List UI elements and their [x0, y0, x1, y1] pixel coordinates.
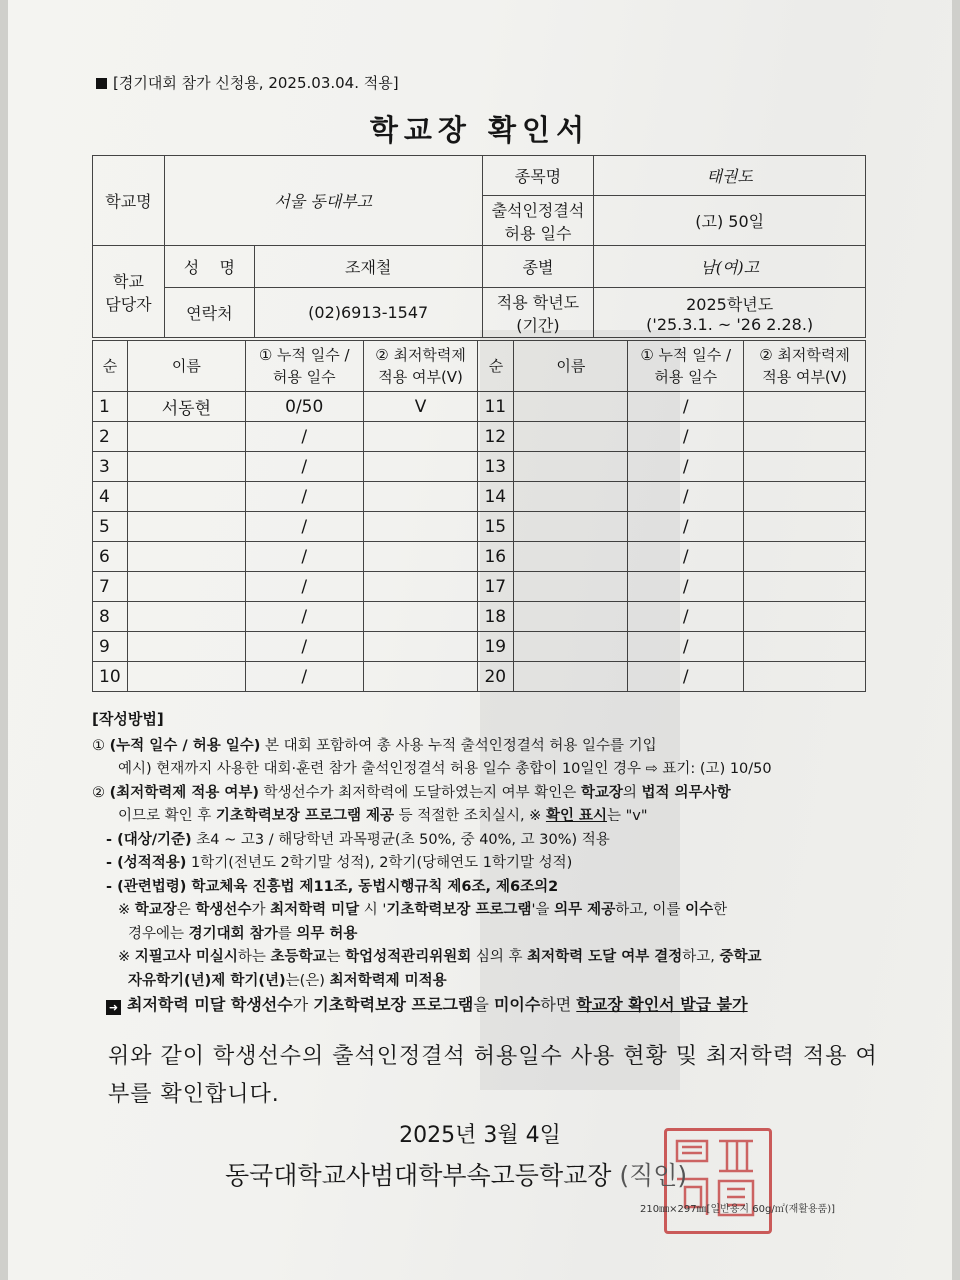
note-1-e: 가	[251, 902, 271, 918]
name-value: 조재철	[254, 246, 482, 288]
days-used-right: /	[628, 482, 744, 512]
notice	[92, 993, 882, 1017]
bullet-law-bold: - (관련법령)	[106, 878, 187, 895]
note-2-d: 초등학교	[270, 949, 327, 965]
days-used-left: /	[245, 602, 363, 632]
note-1	[92, 899, 882, 923]
instruction-1-example: 예시) 현재까지 사용한 대회·훈련 참가 출석인정결석 허용 일수 총합이 10일인 경우 ⇨ 표기: (고) 10/50	[118, 761, 772, 777]
min-check-left	[363, 512, 478, 542]
table-row	[93, 422, 866, 452]
instruction-1-text: 본 대회 포함하여 총 사용 누적 출석인정결석 허용 일수를 기입	[260, 737, 657, 754]
header-note	[96, 72, 399, 93]
notice-f: 하면	[540, 995, 577, 1014]
student-name-left	[127, 602, 245, 632]
student-name-left: 서동현	[127, 392, 245, 422]
min-check-right	[744, 512, 866, 542]
instruction-2b-text3: 는 "v"	[607, 808, 648, 824]
instruction-2-cont	[92, 805, 882, 829]
attendance-value: (고) 50일	[594, 196, 866, 246]
row-number-right: 13	[478, 452, 514, 482]
staff-label-line2: 담당자	[105, 294, 152, 314]
student-name-left	[127, 482, 245, 512]
row-number-left: 4	[93, 482, 128, 512]
instruction-2-bold2: 학교장	[580, 784, 623, 801]
category-value: 남(여)고	[594, 246, 866, 288]
min-check-left	[363, 422, 478, 452]
student-name-right	[514, 512, 628, 542]
notice-d: 을	[473, 995, 494, 1014]
header-min-right	[744, 341, 866, 392]
min-check-right	[744, 542, 866, 572]
min-check-right	[744, 662, 866, 692]
year-label	[482, 288, 594, 338]
table-body	[93, 392, 866, 692]
paper-spec: 210㎜×297㎜[일반용지 60g/㎡(재활용품)]	[640, 1204, 836, 1215]
min-check-left	[363, 572, 478, 602]
header-min-right-line2: 적용 여부(V)	[762, 368, 847, 386]
days-used-left: /	[245, 662, 363, 692]
year-value-line1: 2025학년도	[686, 294, 774, 314]
instruction-2b-text2: 등 적절한 조치실시, ※	[394, 808, 546, 824]
bullet-law-text: 학교체육 진흥법 제11조, 동법시행규칙 제6조, 제6조의2	[186, 878, 559, 895]
bullet-law	[92, 876, 882, 900]
header-min-left	[363, 341, 478, 392]
days-used-right: /	[628, 512, 744, 542]
table-row	[93, 482, 866, 512]
note-2-f: 학업성적관리위원회	[345, 949, 472, 965]
bullet-grades-text: 1학기(전년도 2학기말 성적), 2학기(당해연도 1학기말 성적)	[186, 855, 573, 871]
header-days-left-line1: ① 누적 일수 /	[258, 346, 350, 364]
days-used-left: /	[245, 482, 363, 512]
min-check-right	[744, 392, 866, 422]
days-used-left: /	[245, 572, 363, 602]
student-name-left	[127, 452, 245, 482]
staff-label	[93, 246, 165, 338]
days-used-right: /	[628, 572, 744, 602]
row-number-left: 1	[93, 392, 128, 422]
attendance-label-line1: 출석인정결석	[491, 200, 585, 220]
note-2-line2	[92, 970, 882, 994]
days-used-right: /	[628, 422, 744, 452]
header-min-left-line1: ② 최저학력제	[375, 346, 466, 364]
days-used-right: /	[628, 392, 744, 422]
table-row	[93, 662, 866, 692]
min-check-right	[744, 572, 866, 602]
days-used-left: /	[245, 512, 363, 542]
min-check-left: V	[363, 392, 478, 422]
table-row	[93, 392, 866, 422]
row-number-left: 2	[93, 422, 128, 452]
note-2-line2-a: 자유학기(년)제 학기(년)	[128, 972, 286, 989]
note-2-c: 하는	[237, 949, 271, 965]
note-2-e: 는	[326, 949, 346, 965]
notice-g: 학교장 확인서 발급 불가	[576, 995, 748, 1014]
instruction-2-bold: (최저학력제 적용 여부)	[109, 784, 260, 801]
note-2-mark: ※	[118, 949, 135, 965]
row-number-left: 8	[93, 602, 128, 632]
note-1-b: 학교장	[134, 902, 177, 918]
confirmation-statement: 위와 같이 학생선수의 출석인정결석 허용일수 사용 현황 및 최저학력 적용 여부를 확인합니다.	[108, 1044, 878, 1107]
instruction-2b-underline: 확인 표시	[545, 808, 608, 824]
days-used-right: /	[628, 662, 744, 692]
notice-c: 기초학력보장 프로그램	[313, 995, 474, 1014]
event-label: 종목명	[482, 156, 594, 196]
note-1-mark: ※	[118, 902, 135, 918]
min-check-left	[363, 602, 478, 632]
min-check-right	[744, 422, 866, 452]
year-label-line1: 적용 학년도	[496, 292, 580, 312]
note-1-h: 기초학력보장 프로그램	[386, 902, 532, 918]
student-name-right	[514, 632, 628, 662]
row-number-left: 5	[93, 512, 128, 542]
notice-a: 최저학력 미달 학생선수	[127, 995, 293, 1014]
bullet-target-text: 초4 ~ 고3 / 해당학년 과목평균(초 50%, 중 40%, 고 30%) 적용	[191, 831, 610, 848]
instruction-1-num: ①	[92, 737, 105, 754]
square-bullet-icon	[96, 78, 107, 89]
min-check-left	[363, 632, 478, 662]
header-no-right: 순	[478, 341, 514, 392]
header-days-left-line2: 허용 일수	[272, 368, 336, 386]
year-value-line2: ('25.3.1. ~ '26 2.28.)	[646, 314, 814, 334]
header-days-left	[245, 341, 363, 392]
note-2-line2-b: 는(은)	[285, 972, 330, 989]
staff-label-line1: 학교	[112, 271, 144, 291]
table-row	[93, 452, 866, 482]
min-check-right	[744, 452, 866, 482]
bullet-grades	[92, 852, 882, 876]
instruction-1-bold: (누적 일수 / 허용 일수)	[109, 737, 261, 754]
row-number-right: 16	[478, 542, 514, 572]
note-2-b: 지필고사 미실시	[134, 949, 238, 965]
row-number-left: 10	[93, 662, 128, 692]
table-row	[93, 542, 866, 572]
table-row	[93, 632, 866, 662]
instruction-2-text: 학생선수가 최저학력에 도달하였는지 여부 확인은	[259, 784, 581, 801]
days-used-left: /	[245, 422, 363, 452]
table-row	[93, 602, 866, 632]
row-number-left: 3	[93, 452, 128, 482]
bullet-target-bold: - (대상/기준)	[106, 831, 192, 848]
note-2-j: 중학교	[719, 949, 762, 965]
min-check-left	[363, 662, 478, 692]
arrow-box-icon: ➜	[106, 1000, 121, 1015]
note-2-line2-c: 최저학력제 미적용	[329, 972, 447, 989]
header-no-left: 순	[93, 341, 128, 392]
note-1-f: 최저학력 미달	[270, 902, 360, 918]
note-1-line2-a: 경우에는	[128, 925, 189, 942]
table-row	[93, 572, 866, 602]
days-used-left: /	[245, 452, 363, 482]
days-used-right: /	[628, 542, 744, 572]
days-used-left: 0/50	[245, 392, 363, 422]
min-check-left	[363, 542, 478, 572]
student-name-right	[514, 392, 628, 422]
days-used-right: /	[628, 632, 744, 662]
school-value: 서울 동대부고	[164, 156, 482, 246]
header-days-right	[628, 341, 744, 392]
instruction-2-bold3: 법적 의무사항	[641, 784, 731, 801]
note-2	[92, 946, 882, 970]
attendance-label	[482, 196, 594, 246]
note-1-line2-d: 의무 허용	[296, 925, 358, 942]
note-1-i: '을	[531, 902, 555, 918]
instruction-2	[92, 782, 882, 806]
row-number-right: 12	[478, 422, 514, 452]
student-name-right	[514, 542, 628, 572]
note-1-k: 하고, 이를	[615, 902, 686, 918]
student-name-right	[514, 452, 628, 482]
row-number-right: 15	[478, 512, 514, 542]
student-name-left	[127, 632, 245, 662]
name-label: 성 명	[164, 246, 254, 288]
row-number-right: 18	[478, 602, 514, 632]
student-name-left	[127, 662, 245, 692]
note-1-d: 학생선수	[195, 902, 252, 918]
issue-date: 2025년 3월 4일	[399, 1123, 561, 1148]
note-2-h: 최저학력 도달 여부 결정	[527, 949, 683, 965]
instruction-2b-text: 이므로 확인 후	[118, 808, 216, 824]
note-1-m: 한	[713, 902, 728, 918]
header-name-left: 이름	[127, 341, 245, 392]
header-min-left-line2: 적용 여부(V)	[378, 368, 463, 386]
note-2-g: 심의 후	[471, 949, 528, 965]
instruction-2-text2: 의	[622, 784, 642, 801]
note-1-j: 의무 제공	[554, 902, 616, 918]
instruction-2b-bold: 기초학력보장 프로그램 제공	[215, 808, 395, 824]
min-check-right	[744, 632, 866, 662]
note-1-l: 이수	[685, 902, 714, 918]
table-header-row	[93, 341, 866, 392]
principal-line	[225, 1156, 687, 1192]
days-used-right: /	[628, 602, 744, 632]
instruction-1	[92, 735, 882, 759]
header-days-right-line2: 허용 일수	[654, 368, 718, 386]
category-label: 종별	[482, 246, 594, 288]
student-name-right	[514, 572, 628, 602]
attendance-label-line2: 허용 일수	[504, 223, 572, 243]
min-check-left	[363, 452, 478, 482]
header-name-right: 이름	[514, 341, 628, 392]
contact-value: (02)6913-1547	[254, 288, 482, 338]
row-number-right: 19	[478, 632, 514, 662]
student-name-left	[127, 572, 245, 602]
min-check-right	[744, 482, 866, 512]
row-number-left: 7	[93, 572, 128, 602]
row-number-right: 20	[478, 662, 514, 692]
bullet-target	[92, 829, 882, 853]
seal-label: (직인)	[619, 1161, 688, 1190]
row-number-right: 11	[478, 392, 514, 422]
note-1-g: 시 '	[359, 902, 387, 918]
notice-b: 가	[292, 995, 314, 1014]
days-used-right: /	[628, 452, 744, 482]
student-name-right	[514, 482, 628, 512]
instructions	[92, 708, 882, 1017]
note-1-line2	[92, 923, 882, 947]
header-min-right-line1: ② 최저학력제	[759, 346, 850, 364]
bullet-grades-bold: - (성적적용)	[106, 855, 187, 871]
row-number-right: 14	[478, 482, 514, 512]
instruction-2-num: ②	[92, 784, 105, 801]
year-value	[594, 288, 866, 338]
student-name-left	[127, 512, 245, 542]
min-check-right	[744, 602, 866, 632]
header-days-right-line1: ① 누적 일수 /	[640, 346, 732, 364]
note-2-i: 하고,	[682, 949, 720, 965]
note-1-line2-b: 경기대회 참가	[188, 925, 278, 942]
row-number-left: 9	[93, 632, 128, 662]
student-name-right	[514, 662, 628, 692]
header-note-text: [경기대회 참가 신청용, 2025.03.04. 적용]	[113, 74, 399, 92]
student-name-left	[127, 422, 245, 452]
days-used-left: /	[245, 632, 363, 662]
table-row	[93, 512, 866, 542]
row-number-right: 17	[478, 572, 514, 602]
event-value: 태권도	[594, 156, 866, 196]
student-name-right	[514, 422, 628, 452]
days-used-left: /	[245, 542, 363, 572]
note-1-c: 은	[176, 902, 196, 918]
notice-e: 미이수	[493, 995, 541, 1014]
min-check-left	[363, 482, 478, 512]
student-table	[92, 340, 866, 692]
row-number-left: 6	[93, 542, 128, 572]
document-title: 학교장 확인서	[369, 113, 591, 147]
instructions-title: [작성방법]	[92, 710, 164, 728]
note-1-line2-c: 를	[277, 925, 297, 942]
student-name-left	[127, 542, 245, 572]
principal-name: 동국대학교사범대학부속고등학교장	[225, 1161, 612, 1190]
contact-label: 연락처	[164, 288, 254, 338]
year-label-line2: (기간)	[516, 315, 560, 335]
student-name-right	[514, 602, 628, 632]
info-table	[92, 155, 866, 338]
school-label: 학교명	[93, 156, 165, 246]
